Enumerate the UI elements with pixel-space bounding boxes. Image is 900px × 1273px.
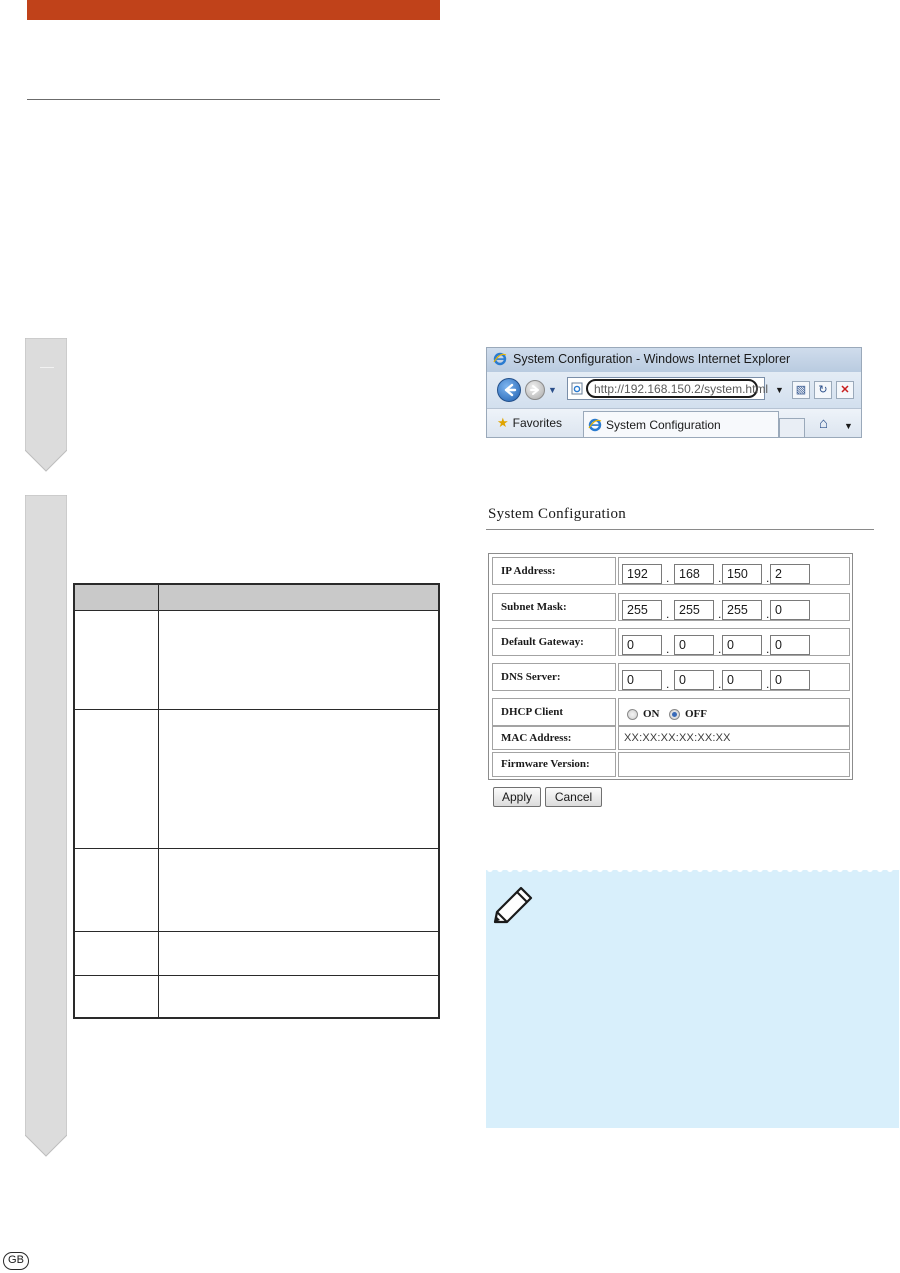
octet-separator: . — [718, 642, 722, 656]
dns-server-label: DNS Server: — [501, 671, 561, 683]
settings-table-row-divider — [75, 848, 438, 849]
mac-address-label: MAC Address: — [501, 732, 572, 744]
forward-arrow-icon — [526, 381, 544, 399]
default-gateway-row — [489, 625, 852, 657]
subnet-mask-octet-2[interactable]: 255 — [674, 600, 714, 620]
ie-logo-icon — [588, 418, 602, 432]
dns-server-octet-3[interactable]: 0 — [722, 670, 762, 690]
dns-server-label-cell — [492, 663, 616, 691]
mac-address-value: XX:XX:XX:XX:XX:XX — [624, 732, 731, 744]
settings-table-column-divider — [158, 585, 159, 1017]
octet-separator: . — [766, 571, 770, 585]
settings-table-row-divider — [75, 931, 438, 932]
dns-server-octet-4[interactable]: 0 — [770, 670, 810, 690]
default-gateway-value-cell — [618, 628, 850, 656]
ip-address-value-cell — [618, 557, 850, 585]
close-icon: ✕ — [840, 384, 850, 396]
octet-separator: . — [666, 571, 670, 585]
stop-button[interactable] — [836, 381, 854, 399]
page-icon: ▧ — [795, 384, 807, 396]
section-header-bar — [27, 0, 440, 20]
dhcp-off-label: OFF — [685, 708, 707, 720]
form-title-divider — [486, 529, 874, 530]
back-arrow-icon — [498, 379, 520, 401]
page-icon — [571, 382, 583, 395]
firmware-version-label: Firmware Version: — [501, 758, 590, 770]
ip-address-label-cell — [492, 557, 616, 585]
ip-address-octet-1[interactable]: 192 — [622, 564, 662, 584]
note-box — [486, 870, 899, 1128]
ip-address-row — [489, 554, 852, 586]
step-tab-marker — [40, 367, 54, 368]
back-button[interactable] — [497, 378, 521, 402]
region-badge: GB — [3, 1252, 29, 1270]
dhcp-on-radio[interactable] — [627, 709, 638, 720]
firmware-version-row — [489, 749, 852, 781]
address-dropdown-icon[interactable]: ▼ — [775, 385, 784, 395]
settings-table — [73, 583, 440, 1019]
default-gateway-octet-3[interactable]: 0 — [722, 635, 762, 655]
octet-separator: . — [718, 571, 722, 585]
dhcp-client-label: DHCP Client — [501, 706, 564, 718]
default-gateway-octet-4[interactable]: 0 — [770, 635, 810, 655]
octet-separator: . — [666, 677, 670, 691]
new-tab-button[interactable] — [779, 418, 805, 438]
favorites-bar — [487, 408, 862, 438]
compatibility-view-button[interactable] — [792, 381, 810, 399]
apply-button[interactable]: Apply — [493, 787, 541, 807]
form-title: System Configuration — [488, 506, 627, 522]
browser-titlebar — [487, 348, 862, 372]
favorites-button[interactable] — [497, 415, 562, 433]
dns-server-row — [489, 660, 852, 692]
dns-server-octet-1[interactable]: 0 — [622, 670, 662, 690]
default-gateway-label: Default Gateway: — [501, 636, 584, 648]
ip-address-octet-2[interactable]: 168 — [674, 564, 714, 584]
subnet-mask-octet-4[interactable]: 0 — [770, 600, 810, 620]
settings-table-row-divider — [75, 975, 438, 976]
settings-table-header — [75, 585, 438, 611]
browser-window — [486, 347, 862, 438]
default-gateway-label-cell — [492, 628, 616, 656]
dns-server-value-cell — [618, 663, 850, 691]
octet-separator: . — [666, 642, 670, 656]
subnet-mask-row — [489, 590, 852, 622]
dns-server-octet-2[interactable]: 0 — [674, 670, 714, 690]
dhcp-client-value-cell — [618, 698, 850, 726]
settings-table-row-divider — [75, 709, 438, 710]
default-gateway-octet-1[interactable]: 0 — [622, 635, 662, 655]
browser-tab[interactable] — [583, 411, 779, 438]
firmware-version-value-cell — [618, 752, 850, 777]
ip-address-label: IP Address: — [501, 565, 556, 577]
octet-separator: . — [718, 677, 722, 691]
header-divider — [27, 99, 440, 100]
octet-separator: . — [766, 607, 770, 621]
ip-address-octet-4[interactable]: 2 — [770, 564, 810, 584]
octet-separator: . — [718, 607, 722, 621]
subnet-mask-value-cell — [618, 593, 850, 621]
address-bar[interactable] — [567, 377, 769, 400]
home-dropdown-icon[interactable]: ▼ — [844, 421, 853, 431]
step-tab-1 — [25, 338, 67, 472]
star-icon: ★ — [497, 415, 509, 430]
system-configuration-form — [488, 553, 853, 780]
firmware-version-label-cell — [492, 752, 616, 777]
home-icon[interactable]: ⌂ — [819, 415, 829, 432]
address-url: http://192.168.150.2/system.html — [594, 382, 769, 396]
pencil-note-icon — [491, 882, 535, 928]
default-gateway-octet-2[interactable]: 0 — [674, 635, 714, 655]
note-box-scalloped-edge — [486, 866, 899, 876]
ie-logo-icon — [493, 352, 507, 366]
history-dropdown-icon[interactable]: ▼ — [548, 385, 557, 395]
forward-button[interactable] — [525, 380, 545, 400]
octet-separator: . — [666, 607, 670, 621]
subnet-mask-octet-3[interactable]: 255 — [722, 600, 762, 620]
browser-navigation-bar — [487, 372, 862, 408]
cancel-button[interactable]: Cancel — [545, 787, 602, 807]
octet-separator: . — [766, 642, 770, 656]
mac-address-label-cell — [492, 726, 616, 750]
refresh-button[interactable] — [814, 381, 832, 399]
dhcp-off-radio[interactable] — [669, 709, 680, 720]
mac-address-value-cell — [618, 726, 850, 750]
step-tab-2 — [25, 495, 67, 1157]
browser-tab-title: System Configuration — [606, 418, 721, 432]
dhcp-client-label-cell — [492, 698, 616, 726]
subnet-mask-octet-1[interactable]: 255 — [622, 600, 662, 620]
subnet-mask-label-cell — [492, 593, 616, 621]
ip-address-octet-3[interactable]: 150 — [722, 564, 762, 584]
refresh-icon: ↻ — [818, 384, 828, 396]
subnet-mask-label: Subnet Mask: — [501, 601, 567, 613]
browser-window-title: System Configuration - Windows Internet Explorer — [513, 352, 791, 366]
dhcp-on-label: ON — [643, 708, 660, 720]
favorites-label: Favorites — [512, 416, 563, 430]
octet-separator: . — [766, 677, 770, 691]
